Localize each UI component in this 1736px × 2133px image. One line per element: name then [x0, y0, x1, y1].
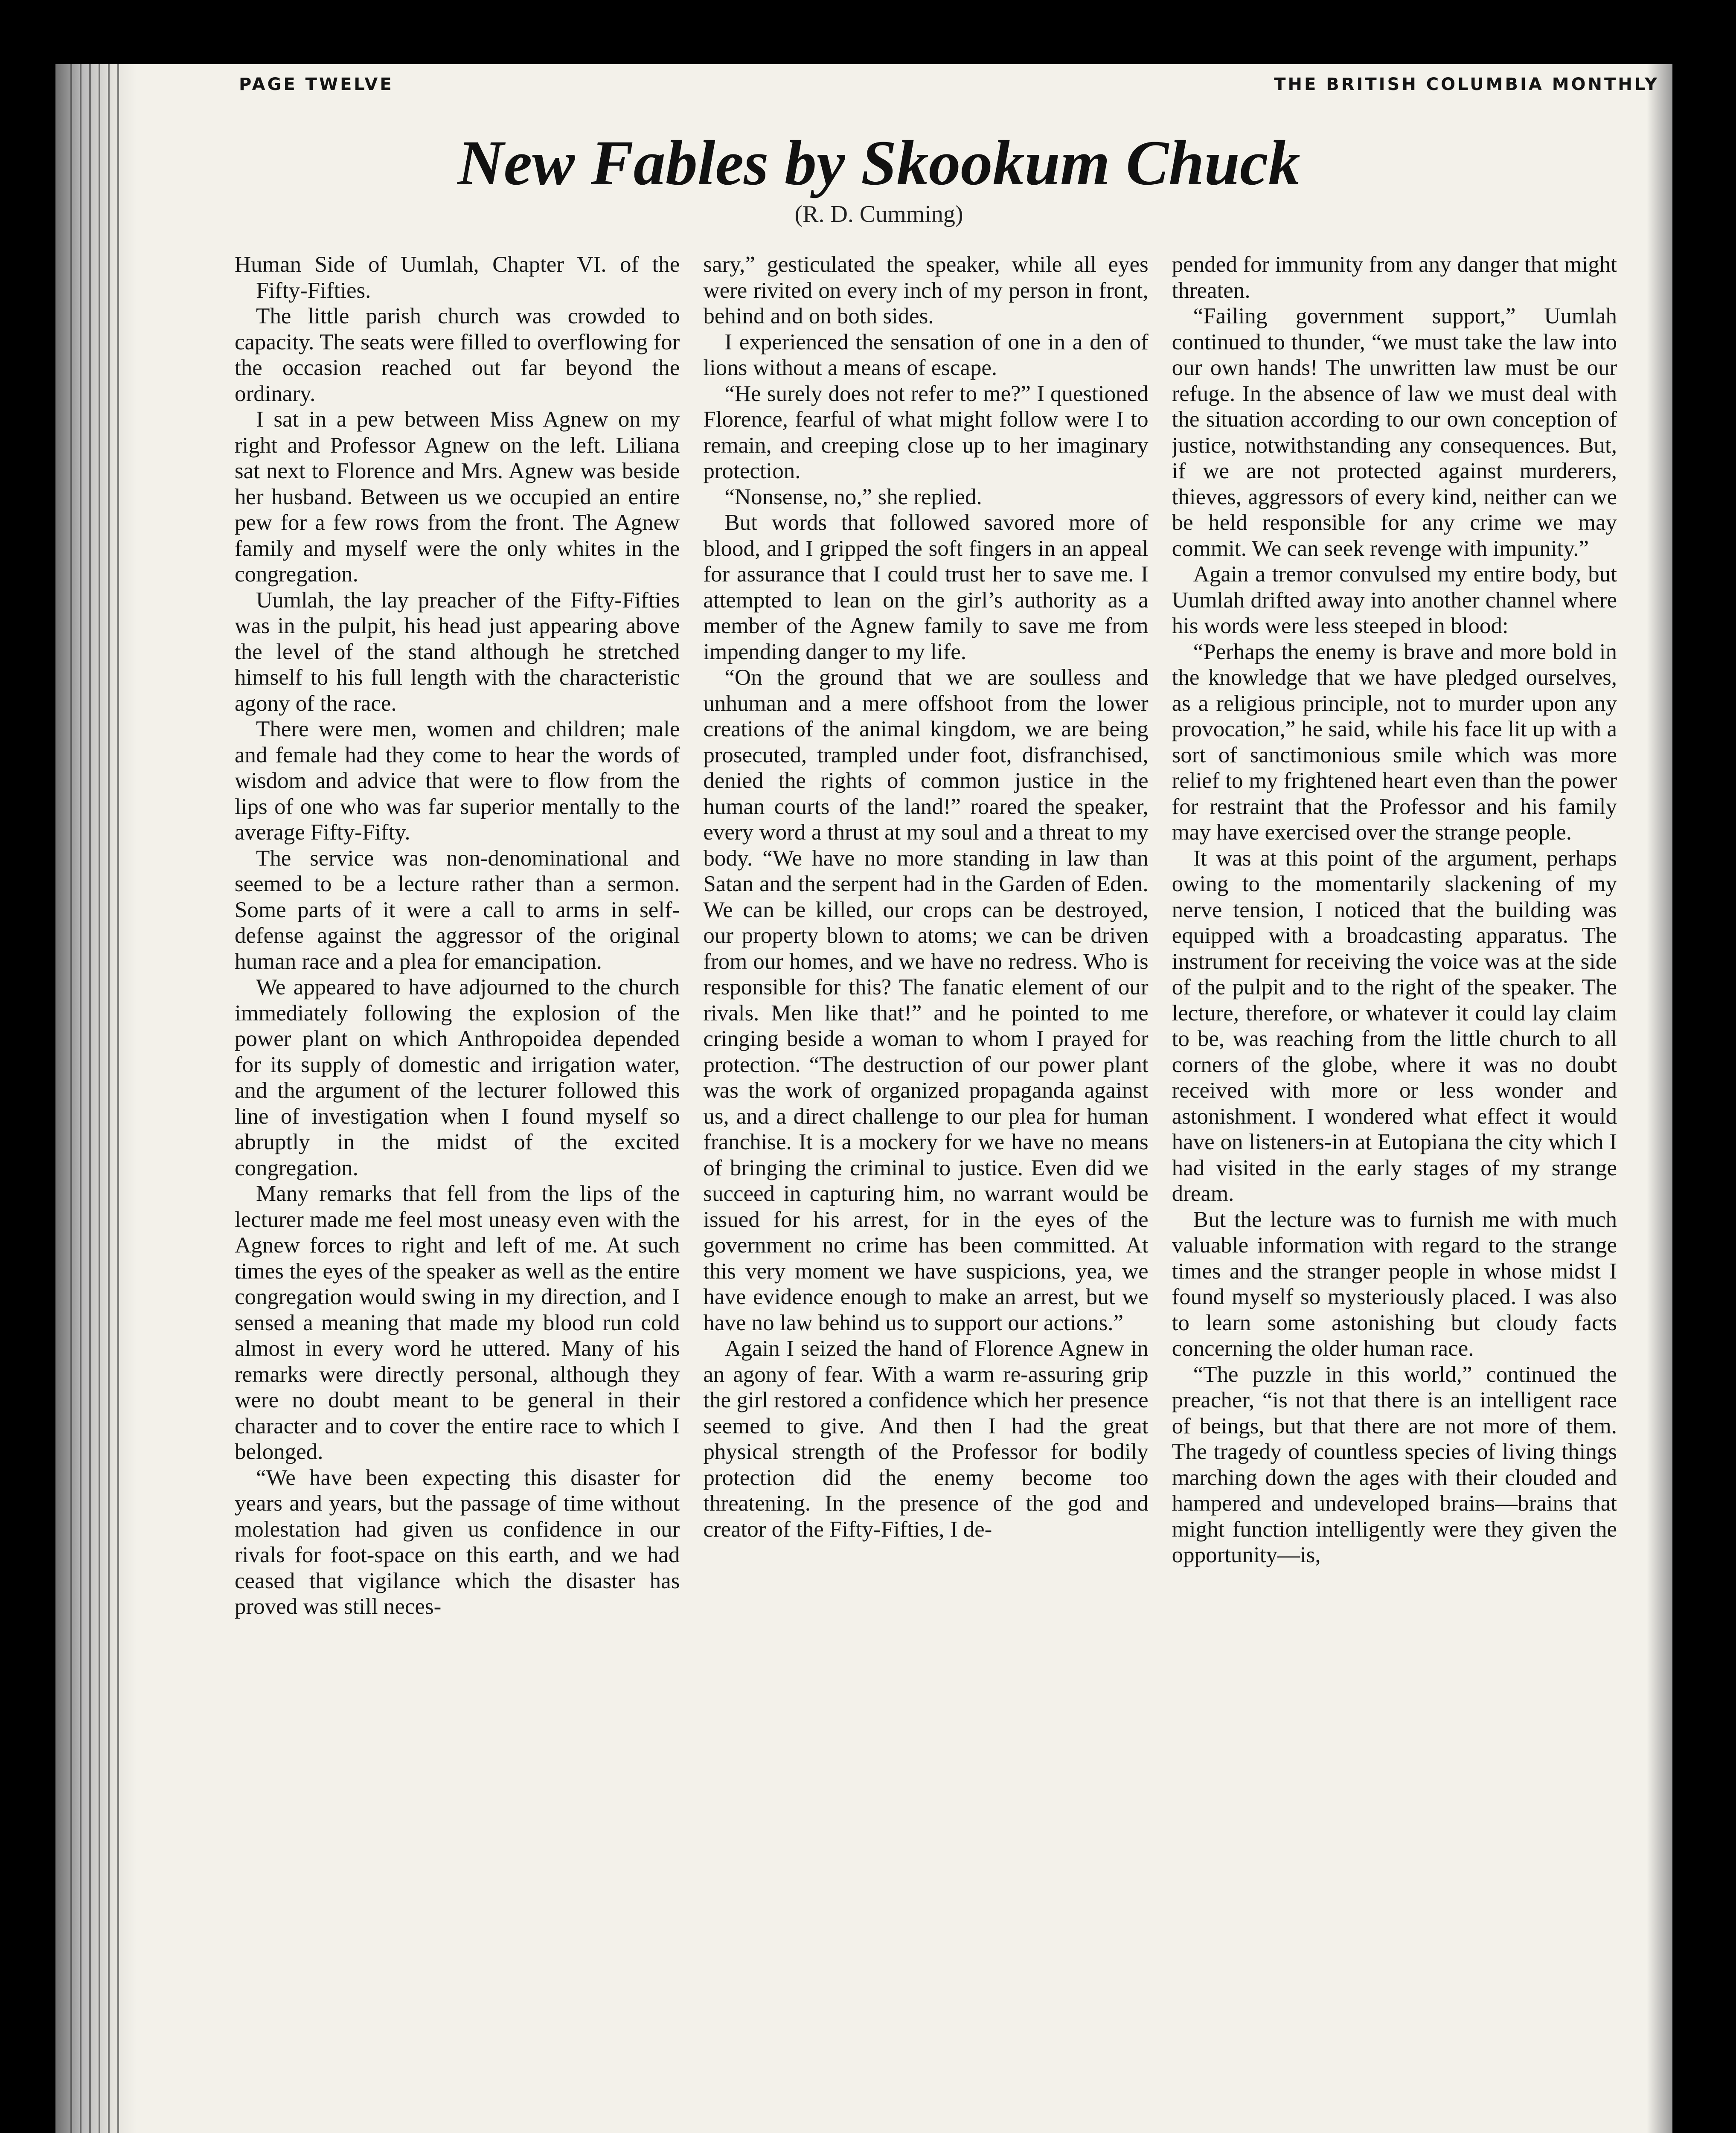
column-3 [1172, 252, 1617, 2095]
paragraph: I experienced the sensation of one in a den of lions without a means of escape. [703, 329, 1149, 380]
article-title: New Fables by Skookum Chuck [457, 128, 1300, 198]
article-body [235, 252, 1617, 2095]
paragraph: Again I seized the hand of Florence Agnew in an agony of fear. With a warm re-assuring grip the girl restored a confidence which her presence seemed to give. And then I had the great physical strength of the Professor for bodily protection did the enemy become too threatening. In the presence of the god and creator of the Fifty-Fifties, I de- [703, 1336, 1149, 1542]
paragraph: But the lecture was to furnish me with much valuable information with regard to the strange times and the stranger people in whose midst I found myself so mysteriously placed. I was also to learn some astonishing but cloudy facts concerning the older human race. [1172, 1207, 1617, 1361]
publication-name: THE BRITISH COLUMBIA MONTHLY [1274, 75, 1659, 94]
paragraph: But words that followed savored more of blood, and I gripped the soft fingers in an appeal for assurance that I could trust her to save me. I attempted to lean on the girl’s authority as a member of the Agnew family to save me from impending danger to my life. [703, 510, 1149, 664]
column-2 [703, 252, 1148, 2095]
paragraph: “The puzzle in this world,” continued the preacher, “is not that there is an intelligent race of beings, but that there are not more of them. The tragedy of countless species of living things marching down the ages with their clouded and hampered and undeveloped brains—brains that might function intelligently were they given the opportunity—is, [1172, 1362, 1617, 1567]
chapter-heading: Human Side of Uumlah, Chapter VI. of the Fifty-Fifties. [235, 252, 680, 303]
running-head [239, 75, 1659, 100]
paragraph: “Failing government support,” Uumlah continued to thunder, “we must take the law into our own hands! The unwritten law must be our refuge. In the absence of law we must deal with the situation according to our own conception of justice, notwithstanding any consequences. But, if we are not protected against murderers, thieves, aggressors of every kind, neither can we be held responsible for any crime we may commit. We can seek revenge with impunity.” [1172, 304, 1617, 561]
paragraph: It was at this point of the argument, perhaps owing to the momentarily slackening of my nerve tension, I noticed that the building was equipped with a broadcasting apparatus. The instrument for receiving the voice was at the side of the pulpit and to the right of the speaker. The lecture, therefore, or whatever it could lay claim to be, was reaching from the little church to all corners of the globe, where it was no doubt received with more or less wonder and astonishment. I wondered what effect it would have on listeners-in at Eutopiana the city which I had visited in the early stages of my strange dream. [1172, 846, 1617, 1206]
paragraph: We appeared to have adjourned to the church immediately following the explosion of the power plant on which Anthropoidea depended for its supply of domestic and irrigation water, and the argument of the lecturer followed this line of investigation when I found myself so abruptly in the midst of the excited congregation. [235, 975, 680, 1180]
paragraph: The little parish church was crowded to capacity. The seats were filled to overflowing for the occasion reached out far beyond the ordinary. [235, 304, 680, 406]
paragraph: “Perhaps the enemy is brave and more bold in the knowledge that we have pledged ourselves, as a religious principle, not to murder upon any provocation,” he said, while his face lit up with a sort of sanctimonious smile which was more relief to my frightened heart even than the power for restraint that the Professor and his family may have exercised over the strange people. [1172, 639, 1617, 845]
paragraph-continued: pended for immunity from any danger that might threaten. [1172, 252, 1617, 303]
paragraph: Uumlah, the lay preacher of the Fifty-Fifties was in the pulpit, his head just appearing above the level of the stand although he stretched himself to his full length with the characteristic agony of the race. [235, 587, 680, 716]
paragraph: The service was non-denominational and seemed to be a lecture rather than a sermon. Some parts of it were a call to arms in self-defense against the aggressor of the original human race and a plea for emancipation. [235, 846, 680, 974]
paragraph: There were men, women and children; male and female had they come to hear the words of wisdom and advice that were to flow from the lips of one who was far superior mentally to the average Fifty-Fifty. [235, 717, 680, 845]
paragraph: “Nonsense, no,” she replied. [724, 484, 982, 509]
paragraph: “We have been expecting this disaster for years and years, but the passage of time without molestation had given us confidence in our rivals for foot-space on this earth, and we had ceased that vigilance which the disaster has proved was still neces- [235, 1465, 680, 1619]
paragraph: Many remarks that fell from the lips of the lecturer made me feel most uneasy even with the Agnew forces to right and left of me. At such times the eyes of the speaker as well as the entire congregation would swing in my direction, and I sensed a meaning that made my blood run cold almost in every word he uttered. Many of his remarks were directly personal, although they were no doubt meant to be general in their character and to cover the entire race to which I belonged. [235, 1181, 680, 1464]
page-number-label: PAGE TWELVE [239, 75, 394, 94]
page-right-edge [1647, 64, 1672, 2133]
article-byline: (R. D. Cumming) [794, 201, 963, 227]
paragraph: Again a tremor convulsed my entire body, but Uumlah drifted away into another channel where his words were less steeped in blood: [1172, 562, 1617, 638]
paragraph-continued: sary,” gesticulated the speaker, while all eyes were rivited on every inch of my person in front, behind and on both sides. [703, 252, 1149, 328]
paragraph: I sat in a pew between Miss Agnew on my right and Professor Agnew on the left. Liliana sat next to Florence and Mrs. Agnew was beside her husband. Between us we occupied an entire pew for a few rows from the front. The Agnew family and myself were the only whites in the congregation. [235, 407, 680, 587]
paragraph: “He surely does not refer to me?” I questioned Florence, fearful of what might follow were I to remain, and creeping close up to her imaginary protection. [703, 381, 1149, 483]
binding-page-edges [70, 64, 122, 2133]
paragraph: “On the ground that we are soulless and unhuman and a mere offshoot from the lower creations of the animal kingdom, we are being prosecuted, trampled under foot, disfranchised, denied the rights of common justice in the human courts of the land!” roared the speaker, every word a thrust at my soul and a threat to my body. “We have no more standing in law than Satan and the serpent had in the Garden of Eden. We can be killed, our crops can be destroyed, our property blown to atoms; we can be driven from our homes, and we have no redress. Who is responsible for this? The fanatic element of our rivals. Men like that!” and he pointed to me cringing beside a woman to whom I prayed for protection. “The destruction of our power plant was the work of organized propaganda against us, and a direct challenge to our plea for human franchise. It is a mockery for we have no means of bringing the criminal to justice. Even did we succeed in capturing him, no warrant would be issued for his arrest, for in the eyes of the government no crime has been committed. At this very moment we have suspicions, yea, we have evidence enough to make an arrest, but we have no law behind us to support our actions.” [703, 665, 1149, 1335]
column-1 [235, 252, 680, 2095]
